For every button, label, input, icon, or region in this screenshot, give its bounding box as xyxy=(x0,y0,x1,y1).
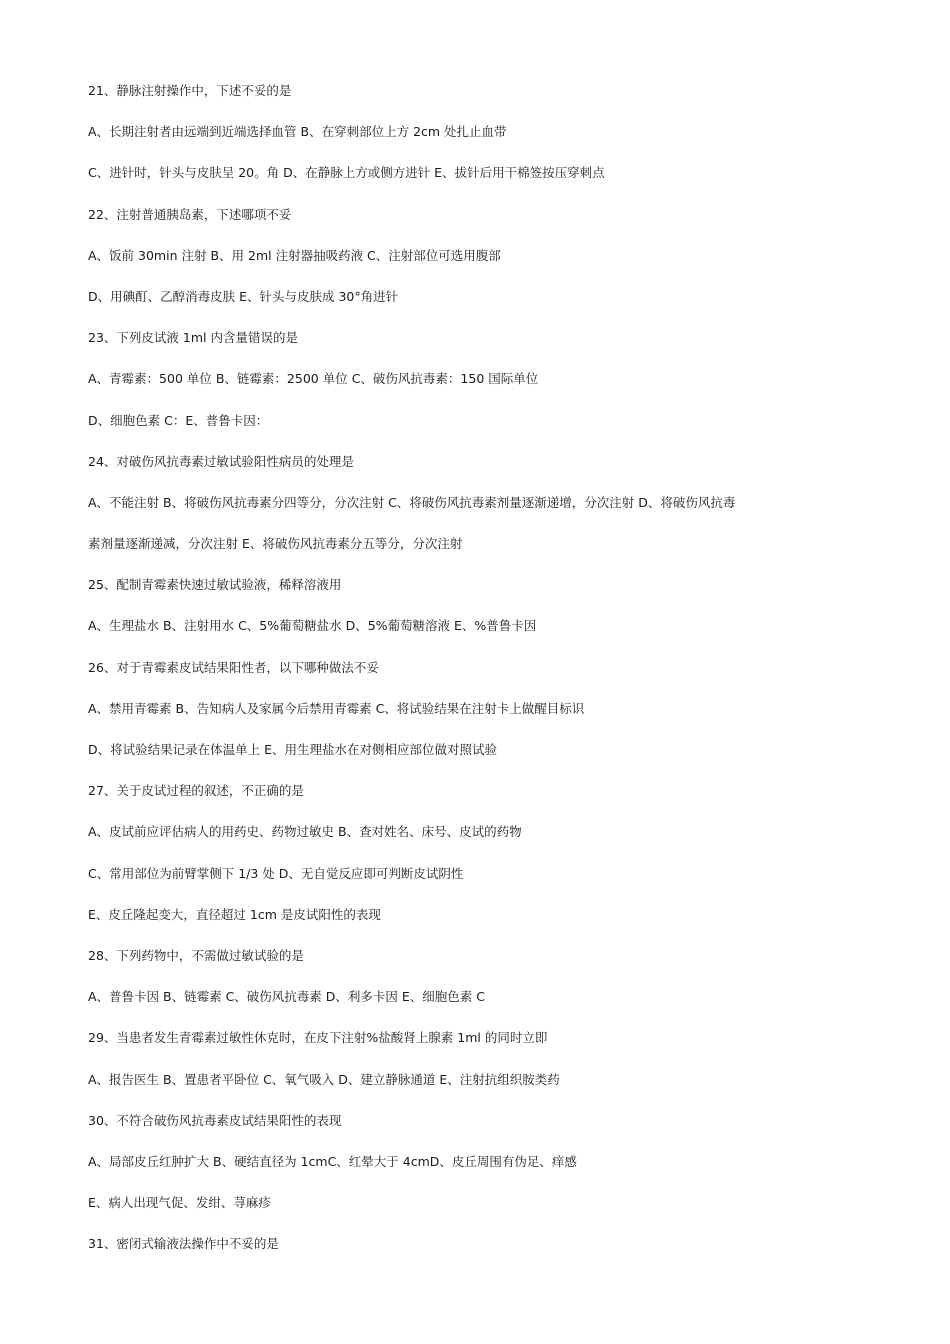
question-23-options-line-2: D、细胞色素 C：E、普鲁卡因： xyxy=(88,412,269,428)
question-27-options-line-1: A、皮试前应评估病人的用药史、药物过敏史 B、查对姓名、床号、皮试的药物 xyxy=(88,824,522,840)
question-30-stem: 30、不符合破伤风抗毒素皮试结果阳性的表现 xyxy=(88,1112,342,1128)
question-23-options-line-1: A、青霉素：500 单位 B、链霉素：2500 单位 C、破伤风抗毒素：150 国际单位 xyxy=(88,371,539,387)
question-26-stem: 26、对于青霉素皮试结果阳性者，以下哪种做法不妥 xyxy=(88,659,379,675)
question-26-options-line-2: D、将试验结果记录在体温单上 E、用生理盐水在对侧相应部位做对照试验 xyxy=(88,742,497,757)
question-22-options-line-1: A、饭前 30min 注射 B、用 2ml 注射器抽吸药液 C、注射部位可选用腹部 xyxy=(88,247,501,263)
question-22-options-line-2: D、用碘酊、乙醇消毒皮肤 E、针头与皮肤成 30°角进针 xyxy=(88,288,399,304)
question-29-options-line-1: A、报告医生 B、置患者平卧位 C、氧气吸入 D、建立静脉通道 E、注射抗组织胺类药 xyxy=(88,1071,560,1087)
question-21-options-line-1: A、长期注射者由远端到近端选择血管 B、在穿刺部位上方 2cm 处扎止血带 xyxy=(88,124,507,140)
question-27-stem: 27、关于皮试过程的叙述，不正确的是 xyxy=(88,783,304,799)
question-24-options-line-2: 素剂量逐渐递减，分次注射 E、将破伤风抗毒素分五等分，分次注射 xyxy=(88,536,463,552)
question-23-stem: 23、下列皮试液 1ml 内含量错误的是 xyxy=(88,330,298,346)
question-text-block xyxy=(88,81,878,1275)
question-24-stem: 24、对破伤风抗毒素过敏试验阳性病员的处理是 xyxy=(88,453,354,469)
question-27-options-line-3: E、皮丘隆起变大，直径超过 1cm 是皮试阳性的表现 xyxy=(88,906,381,922)
question-25-options-line-1: A、生理盐水 B、注射用水 C、5%葡萄糖盐水 D、5%葡萄糖溶液 E、%普鲁卡因 xyxy=(88,618,537,634)
question-21-options-line-2: C、进针时，针头与皮肤呈 20。角 D、在静脉上方或侧方进针 E、拔针后用干棉签按压穿刺点 xyxy=(88,165,605,181)
question-31-stem: 31、密闭式输液法操作中不妥的是 xyxy=(88,1236,279,1252)
question-28-options-line-1: A、普鲁卡因 B、链霉素 C、破伤风抗毒素 D、利多卡因 E、细胞色素 C xyxy=(88,989,485,1005)
question-28-stem: 28、下列药物中，不需做过敏试验的是 xyxy=(88,947,304,963)
question-22-stem: 22、注射普通胰岛素，下述哪项不妥 xyxy=(88,206,292,222)
question-30-options-line-1: A、局部皮丘红肿扩大 B、硬结直径为 1cmC、红晕大于 4cmD、皮丘周围有伪足、痒感 xyxy=(88,1153,577,1169)
question-30-options-line-2: E、病人出现气促、发绀、荨麻疹 xyxy=(88,1195,271,1211)
question-29-stem: 29、当患者发生青霉素过敏性休克时，在皮下注射%盐酸肾上腺素 1ml 的同时立即 xyxy=(88,1030,548,1046)
question-25-stem: 25、配制青霉素快速过敏试验液，稀释溶液用 xyxy=(88,577,342,593)
question-24-options-line-1: A、不能注射 B、将破伤风抗毒素分四等分，分次注射 C、将破伤风抗毒素剂量逐渐递增，分次注射 D、将破伤风抗毒 xyxy=(88,494,736,510)
question-21-stem: 21、静脉注射操作中，下述不妥的是 xyxy=(88,83,292,98)
question-27-options-line-2: C、常用部位为前臂掌侧下 1/3 处 D、无自觉反应即可判断皮试阴性 xyxy=(88,865,464,881)
question-26-options-line-1: A、禁用青霉素 B、告知病人及家属今后禁用青霉素 C、将试验结果在注射卡上做醒目标识 xyxy=(88,700,585,716)
